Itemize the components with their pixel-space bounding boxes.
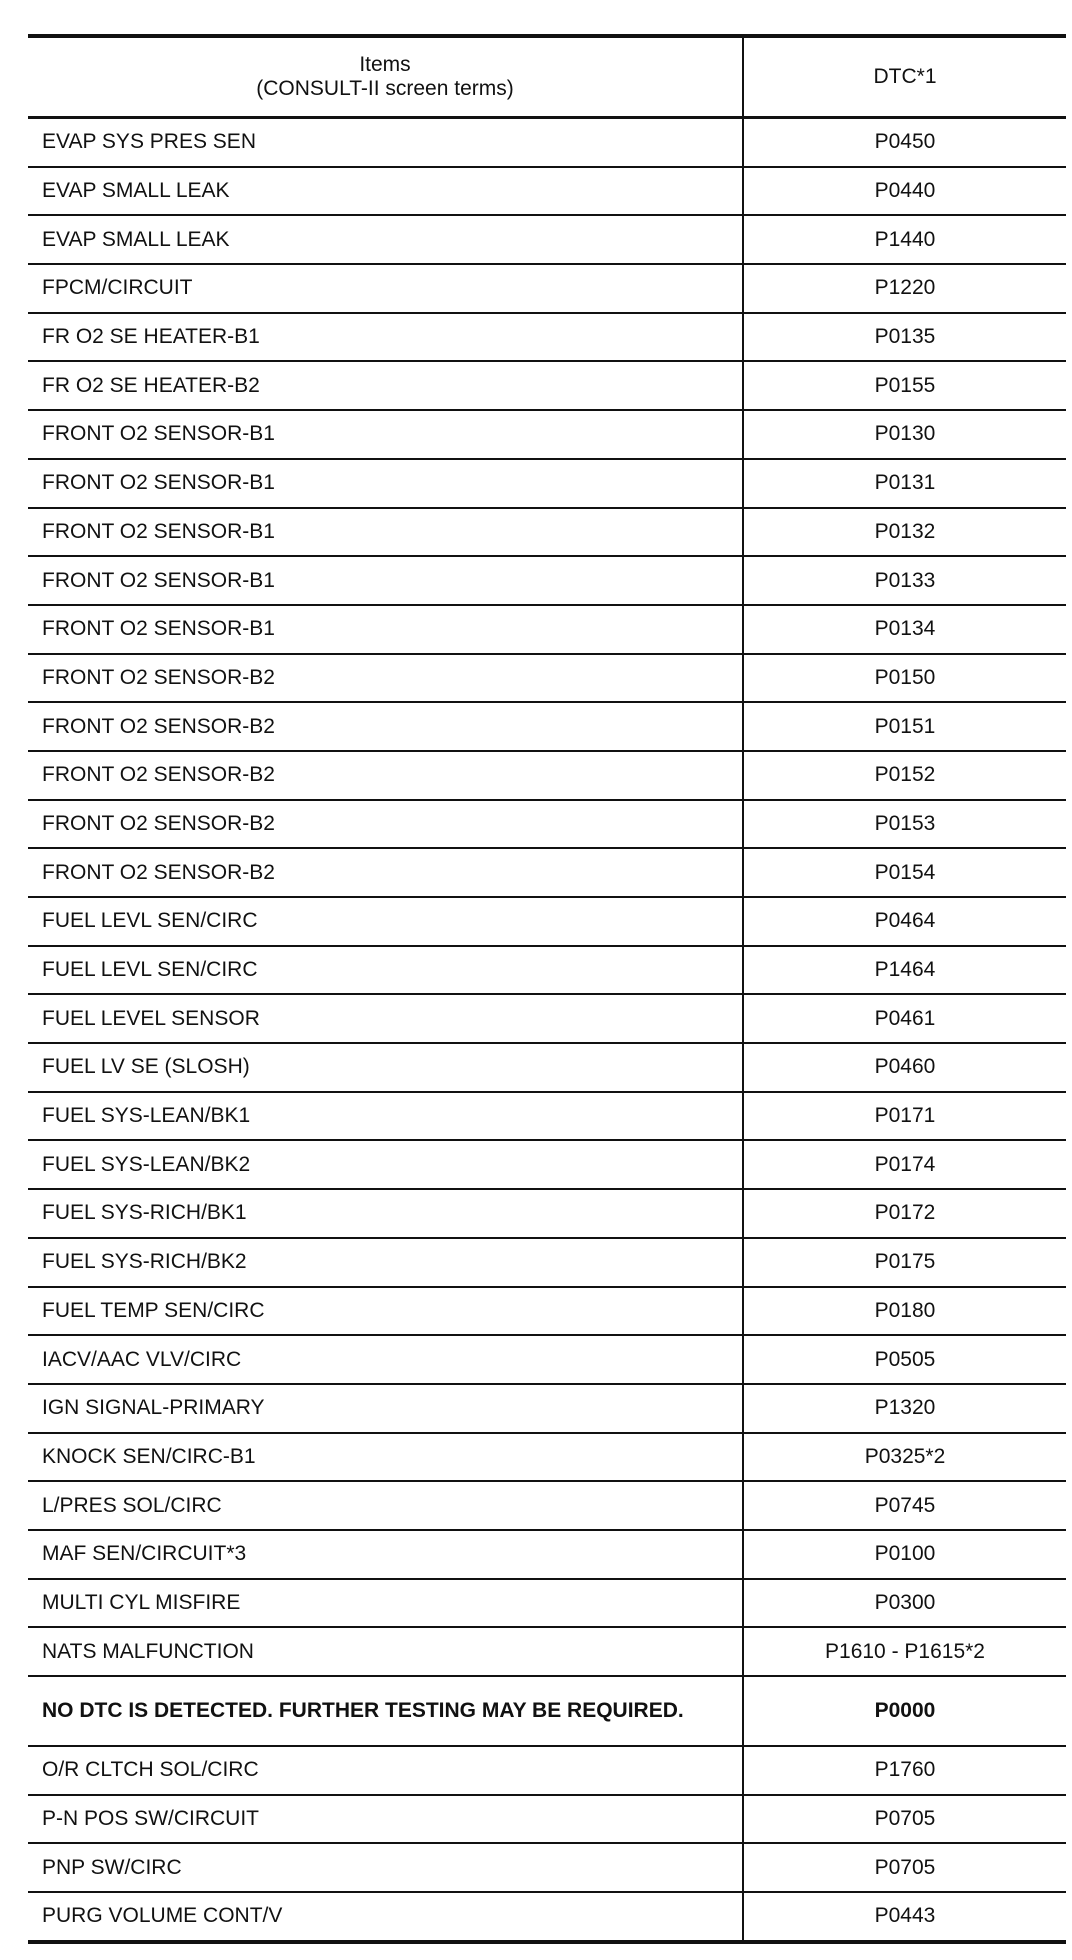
table-row	[28, 1530, 1066, 1579]
table-row	[28, 508, 1066, 557]
table-row	[28, 1335, 1066, 1384]
dtc-table	[28, 38, 1066, 1940]
table-row	[28, 1287, 1066, 1336]
table-row	[28, 1140, 1066, 1189]
items-column-header	[28, 38, 743, 118]
dtc-cell: P0461	[743, 994, 1066, 1043]
table-row	[28, 1843, 1066, 1892]
table-row	[28, 1795, 1066, 1844]
dtc-cell: P0175	[743, 1238, 1066, 1287]
dtc-cell: P1220	[743, 264, 1066, 313]
dtc-cell: P0130	[743, 410, 1066, 459]
item-cell: PURG VOLUME CONT/V	[42, 1904, 283, 1928]
dtc-cell: P0151	[743, 702, 1066, 751]
dtc-cell: P0135	[743, 313, 1066, 362]
dtc-cell: P0440	[743, 167, 1066, 216]
table-row	[28, 800, 1066, 849]
item-cell: FUEL SYS-LEAN/BK1	[28, 1092, 743, 1141]
item-cell: MAF SEN/CIRCUIT*3	[28, 1530, 743, 1579]
dtc-cell: P0100	[743, 1530, 1066, 1579]
item-cell: EVAP SMALL LEAK	[28, 167, 743, 216]
dtc-cell: P0134	[743, 605, 1066, 654]
item-cell: PNP SW/CIRC	[28, 1843, 743, 1892]
dtc-cell: P0155	[743, 361, 1066, 410]
table-row	[28, 313, 1066, 362]
item-cell: L/PRES SOL/CIRC	[28, 1481, 743, 1530]
dtc-cell: P0150	[743, 654, 1066, 703]
dtc-cell: P0705	[743, 1843, 1066, 1892]
item-cell: O/R CLTCH SOL/CIRC	[28, 1746, 743, 1795]
item-cell: FPCM/CIRCUIT	[28, 264, 743, 313]
item-cell: FUEL SYS-LEAN/BK2	[28, 1140, 743, 1189]
item-cell: FRONT O2 SENSOR-B1	[28, 556, 743, 605]
table-row	[28, 215, 1066, 264]
dtc-cell: P1760	[743, 1746, 1066, 1795]
table-row	[28, 1433, 1066, 1482]
table-row	[28, 556, 1066, 605]
item-cell: FR O2 SE HEATER-B2	[28, 361, 743, 410]
table-row	[28, 654, 1066, 703]
dtc-cell: P1320	[743, 1384, 1066, 1433]
table-row	[28, 1627, 1066, 1676]
table-row	[28, 1746, 1066, 1795]
table-row	[28, 1092, 1066, 1141]
item-cell: FUEL SYS-RICH/BK1	[28, 1189, 743, 1238]
table-row	[28, 361, 1066, 410]
dtc-cell: P0180	[743, 1287, 1066, 1336]
table-row	[28, 946, 1066, 995]
table-row	[28, 1238, 1066, 1287]
table-row	[28, 264, 1066, 313]
table-row	[28, 994, 1066, 1043]
dtc-cell: P0131	[743, 459, 1066, 508]
item-cell: MULTI CYL MISFIRE	[28, 1579, 743, 1628]
dtc-cell: P0133	[743, 556, 1066, 605]
item-cell: IACV/AAC VLV/CIRC	[28, 1335, 743, 1384]
dtc-column-header: DTC*1	[743, 38, 1066, 118]
table-row	[28, 605, 1066, 654]
table-row	[28, 1579, 1066, 1628]
dtc-cell: P0450	[743, 118, 1066, 167]
item-cell: FRONT O2 SENSOR-B1	[28, 605, 743, 654]
item-cell: FUEL LV SE (SLOSH)	[28, 1043, 743, 1092]
table-row	[28, 848, 1066, 897]
table-header-row	[28, 38, 1066, 118]
table-row	[28, 702, 1066, 751]
table-row	[28, 1043, 1066, 1092]
item-cell: FRONT O2 SENSOR-B2	[28, 848, 743, 897]
table-body	[28, 118, 1066, 1940]
dtc-cell: P0153	[743, 800, 1066, 849]
table-row	[28, 118, 1066, 167]
dtc-cell: P0443	[743, 1892, 1066, 1940]
item-cell: FRONT O2 SENSOR-B2	[28, 702, 743, 751]
dtc-cell: P0132	[743, 508, 1066, 557]
item-cell: FUEL LEVL SEN/CIRC	[28, 897, 743, 946]
table-row	[28, 1676, 1066, 1746]
item-cell: FRONT O2 SENSOR-B2	[28, 751, 743, 800]
item-cell: NATS MALFUNCTION	[28, 1627, 743, 1676]
dtc-cell: P0300	[743, 1579, 1066, 1628]
item-cell: FUEL TEMP SEN/CIRC	[28, 1287, 743, 1336]
item-cell: FR O2 SE HEATER-B1	[28, 313, 743, 362]
dtc-cell: P0505	[743, 1335, 1066, 1384]
items-header-subtitle: (CONSULT-II screen terms)	[256, 77, 514, 100]
table-row	[28, 167, 1066, 216]
table-row	[28, 751, 1066, 800]
dtc-cell: P0460	[743, 1043, 1066, 1092]
table-row	[28, 1892, 1066, 1940]
item-cell: IGN SIGNAL-PRIMARY	[28, 1384, 743, 1433]
dtc-cell: P1610 - P1615*2	[743, 1627, 1066, 1676]
item-cell: FRONT O2 SENSOR-B1	[28, 508, 743, 557]
table-row	[28, 1189, 1066, 1238]
dtc-cell: P0745	[743, 1481, 1066, 1530]
item-cell: EVAP SYS PRES SEN	[28, 118, 743, 167]
dtc-cell: P1440	[743, 215, 1066, 264]
item-cell: FUEL SYS-RICH/BK2	[28, 1238, 743, 1287]
item-cell: NO DTC IS DETECTED. FURTHER TESTING MAY BE REQUIRED.	[28, 1676, 743, 1746]
dtc-cell: P0171	[743, 1092, 1066, 1141]
dtc-cell: P1464	[743, 946, 1066, 995]
table-row	[28, 459, 1066, 508]
table-row	[28, 410, 1066, 459]
table-row	[28, 897, 1066, 946]
dtc-cell: P0464	[743, 897, 1066, 946]
item-cell: FRONT O2 SENSOR-B1	[28, 459, 743, 508]
dtc-cell: P0000	[743, 1676, 1066, 1746]
item-cell: FUEL LEVL SEN/CIRC	[28, 946, 743, 995]
item-cell: P-N POS SW/CIRCUIT	[28, 1795, 743, 1844]
item-cell: FRONT O2 SENSOR-B2	[28, 654, 743, 703]
dtc-cell: P0174	[743, 1140, 1066, 1189]
dtc-cell: P0152	[743, 751, 1066, 800]
item-cell: FRONT O2 SENSOR-B1	[28, 410, 743, 459]
dtc-cell: P0705	[743, 1795, 1066, 1844]
dtc-cell: P0154	[743, 848, 1066, 897]
table-row	[28, 1481, 1066, 1530]
dtc-cell: P0325*2	[743, 1433, 1066, 1482]
dtc-cell: P0172	[743, 1189, 1066, 1238]
item-cell: EVAP SMALL LEAK	[28, 215, 743, 264]
item-cell: FRONT O2 SENSOR-B2	[28, 800, 743, 849]
item-cell: FUEL LEVEL SENSOR	[28, 994, 743, 1043]
dtc-table-container	[28, 34, 1066, 1944]
item-cell: KNOCK SEN/CIRC-B1	[28, 1433, 743, 1482]
items-header-title: Items	[359, 53, 411, 76]
table-row	[28, 1384, 1066, 1433]
